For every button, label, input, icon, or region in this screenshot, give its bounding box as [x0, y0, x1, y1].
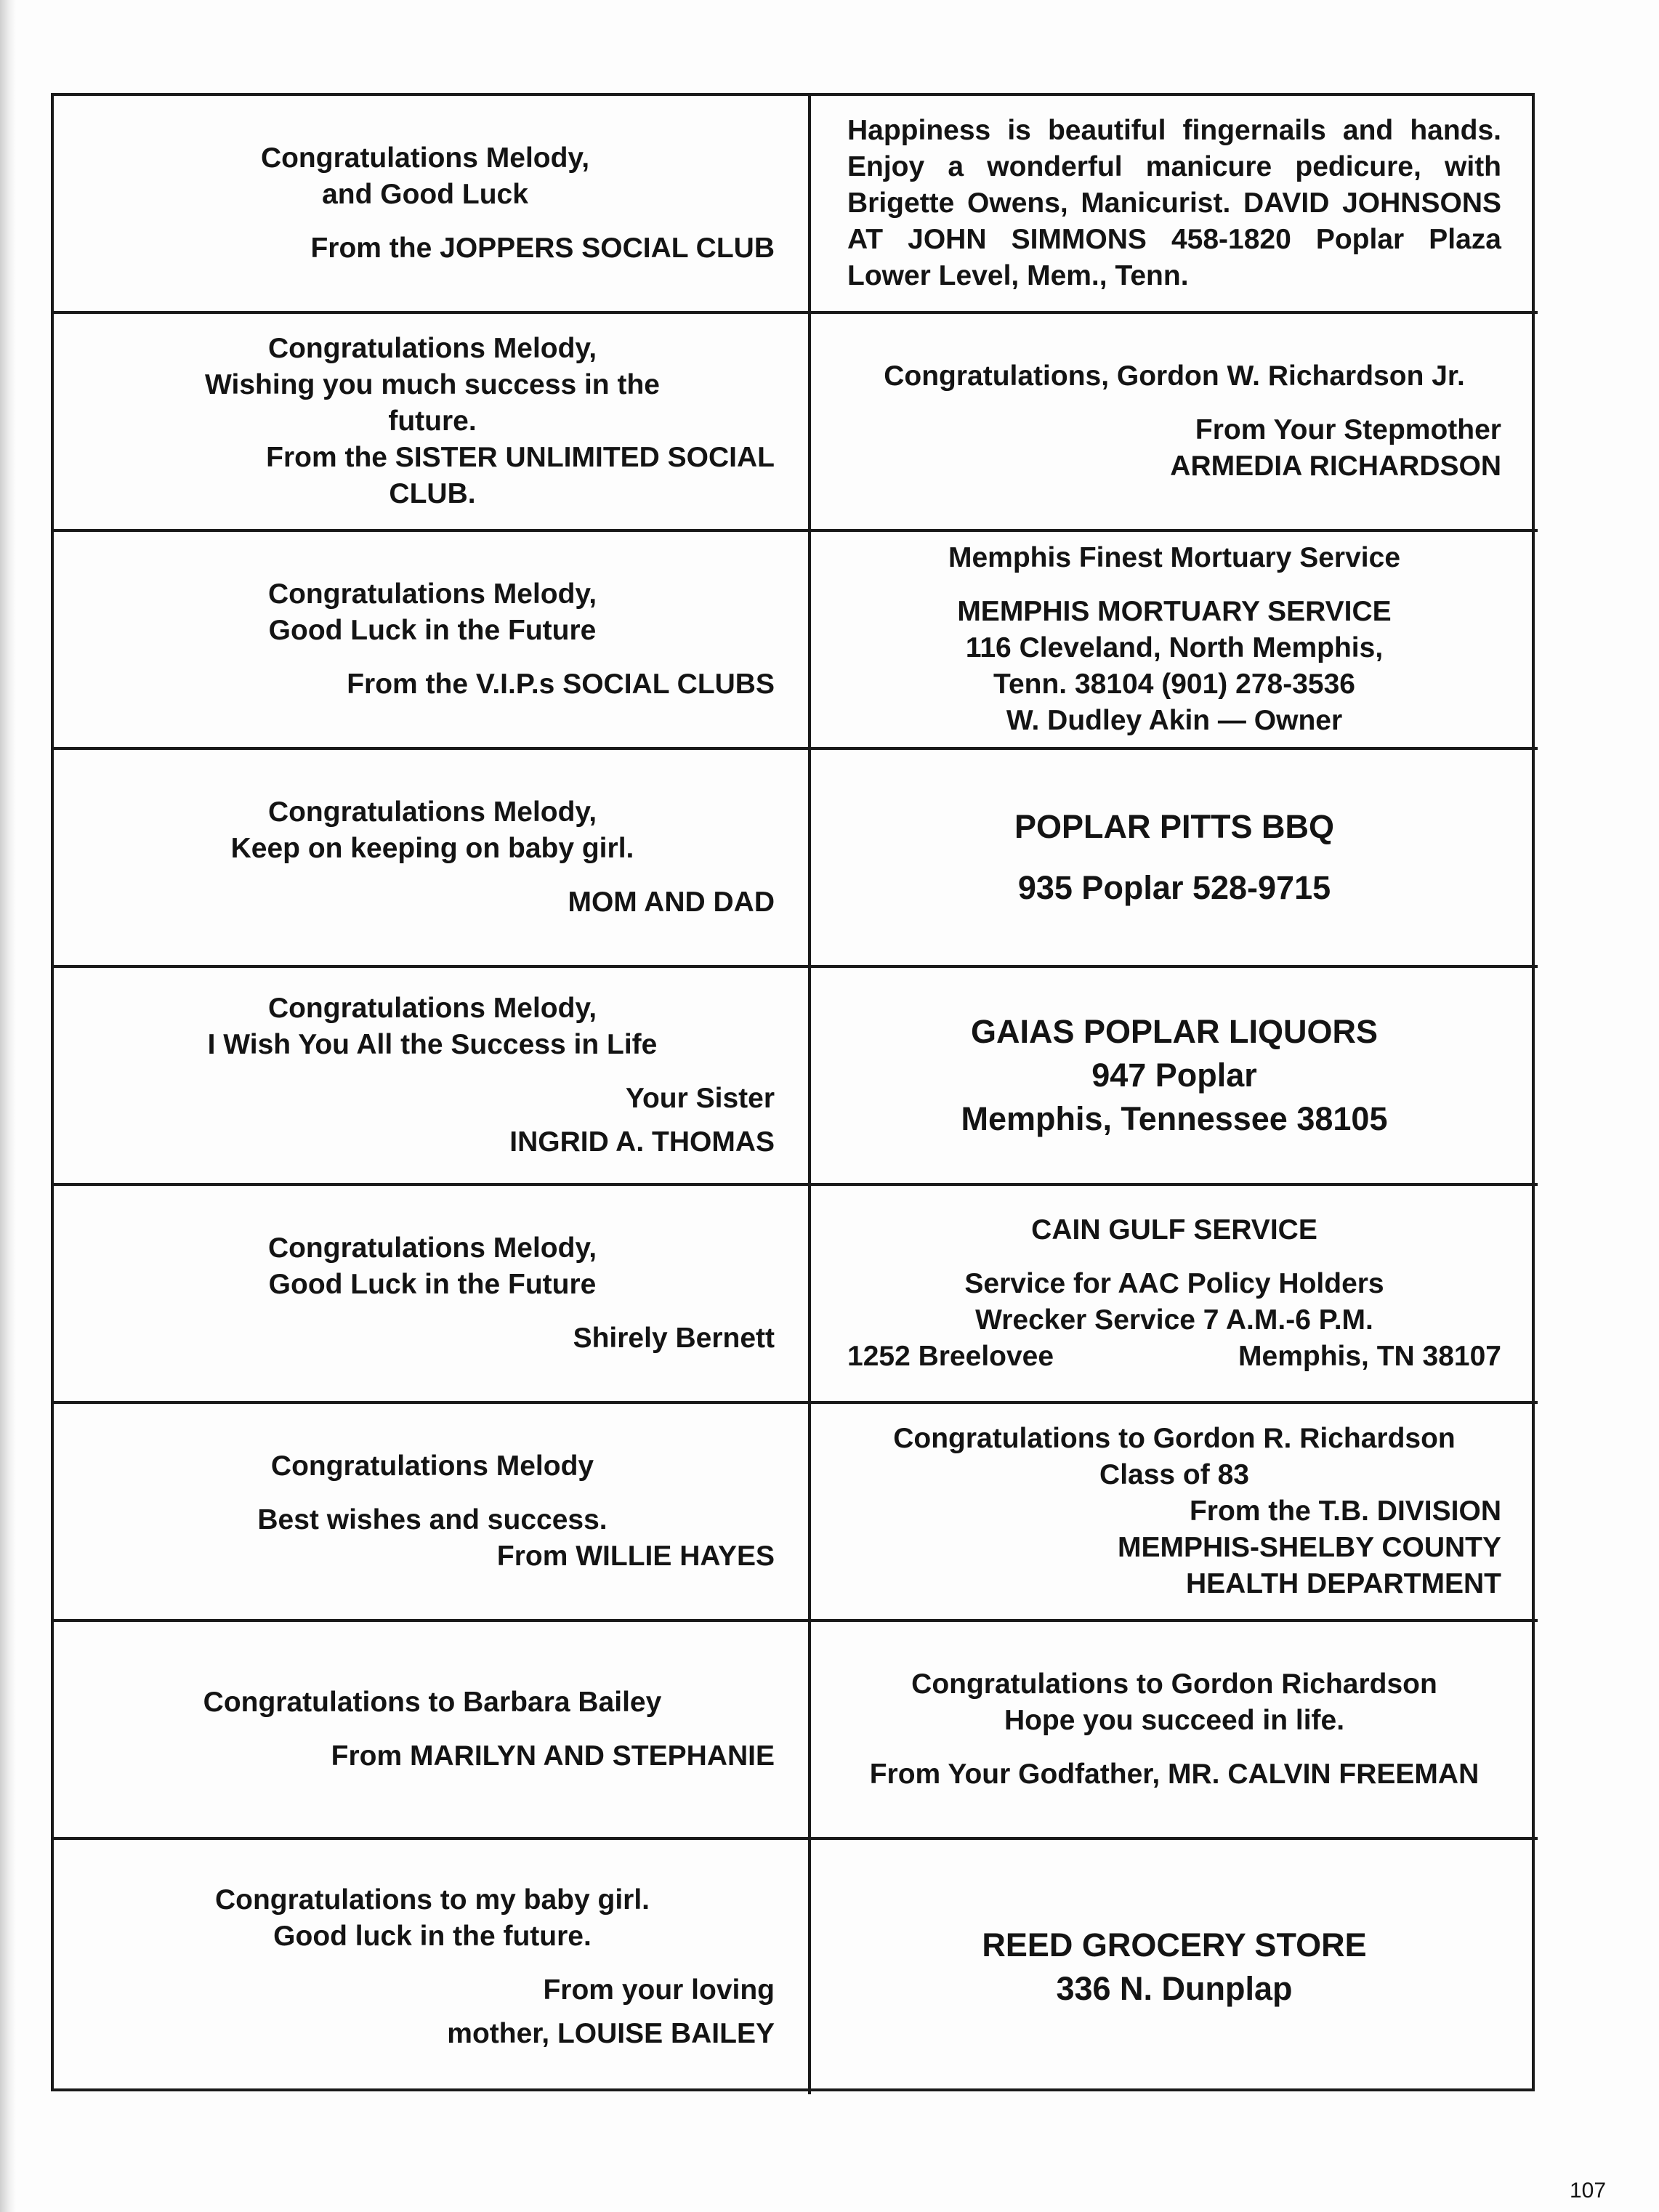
page-number: 107	[1570, 2179, 1607, 2203]
ad-line: Your Sister	[625, 1083, 775, 1114]
ad-louise-bailey	[54, 1840, 811, 2094]
ad-line: Congratulations Melody,	[260, 142, 590, 174]
ad-line: Congratulations Melody,	[267, 333, 597, 364]
ad-line: Tenn. 38104 (901) 278-3536	[993, 669, 1355, 700]
ad-manicurist	[811, 96, 1538, 314]
ad-reed-grocery-store	[811, 1840, 1538, 2094]
ad-poplar-pitts-bbq	[811, 750, 1538, 968]
ad-line: Hope you succeed in life.	[1004, 1705, 1345, 1736]
ad-line: ARMEDIA RICHARDSON	[1170, 451, 1501, 482]
ad-line: W. Dudley Akin — Owner	[1006, 705, 1343, 736]
ad-line: Congratulations to Gordon Richardson	[911, 1668, 1437, 1700]
ad-grid	[51, 93, 1535, 2091]
ad-line: Congratulations Melody,	[267, 796, 597, 828]
ad-line: Congratulations to Barbara Bailey	[203, 1687, 662, 1718]
ad-line: 935 Poplar 528-9715	[1017, 869, 1331, 906]
ad-line: From WILLIE HAYES	[496, 1541, 775, 1572]
ad-tb-division	[811, 1404, 1538, 1622]
ad-line: INGRID A. THOMAS	[509, 1126, 775, 1158]
ad-line: MEMPHIS-SHELBY COUNTY	[1118, 1532, 1501, 1563]
ad-street: 1252 Breelovee	[847, 1341, 1054, 1372]
ad-line: mother, LOUISE BAILEY	[447, 2018, 775, 2049]
ad-line: 116 Cleveland, North Memphis,	[965, 632, 1384, 663]
binding-edge	[0, 0, 16, 2212]
ad-city: Memphis, TN 38107	[1238, 1341, 1501, 1372]
ad-line: and Good Luck	[322, 179, 528, 210]
ad-line: HEALTH DEPARTMENT	[1185, 1568, 1501, 1599]
ad-line: Happiness is beautiful fingernails and hands. Enjoy a wonderful manicure pedicure, with Brigette Owens, Manicurist. DAVID JOHNSONS AT JOHN SIMMONS 458-1820 Poplar Plaza Lower Level, Mem., Tenn.	[847, 115, 1501, 291]
ad-ingrid-thomas	[54, 968, 811, 1186]
ad-line: MOM AND DAD	[568, 887, 775, 918]
ad-barbara-bailey	[54, 1622, 811, 1840]
ad-sister-unlimited	[54, 314, 811, 532]
ad-line: Congratulations Melody	[270, 1450, 594, 1482]
ad-line: From Your Stepmother	[1195, 414, 1501, 445]
ad-line: Congratulations Melody,	[267, 993, 597, 1024]
ad-line: POPLAR PITTS BBQ	[1014, 808, 1335, 845]
ad-line: From the SISTER UNLIMITED SOCIAL	[266, 442, 775, 473]
ad-line: Memphis Finest Mortuary Service	[948, 542, 1401, 573]
ad-line: Good Luck in the Future	[268, 1269, 597, 1300]
ad-line: Shirely Bernett	[573, 1323, 775, 1354]
ad-calvin-freeman	[811, 1622, 1538, 1840]
ad-cain-gulf-service	[811, 1186, 1538, 1404]
ad-line: 336 N. Dunplap	[1056, 1970, 1293, 2007]
ad-line: From the JOPPERS SOCIAL CLUB	[310, 233, 775, 264]
ad-line: 947 Poplar	[1091, 1057, 1257, 1094]
ad-line: Congratulations Melody,	[267, 1232, 597, 1264]
ad-line: From MARILYN AND STEPHANIE	[331, 1740, 775, 1772]
ad-memphis-mortuary	[811, 532, 1538, 750]
ad-gaias-poplar-liquors	[811, 968, 1538, 1186]
ad-line: Best wishes and success.	[257, 1504, 608, 1535]
ad-line: Wrecker Service 7 A.M.-6 P.M.	[975, 1304, 1373, 1336]
ad-line: Congratulations to my baby girl.	[214, 1884, 650, 1916]
ad-mom-and-dad	[54, 750, 811, 968]
ad-shirely-bernett	[54, 1186, 811, 1404]
ad-line: Wishing you much success in the	[205, 369, 660, 400]
ad-vips-social-clubs	[54, 532, 811, 750]
ad-line: Congratulations, Gordon W. Richardson Jr.	[884, 360, 1465, 392]
ad-line: From Your Godfather, MR. CALVIN FREEMAN	[869, 1759, 1480, 1790]
ad-line: Good Luck in the Future	[268, 615, 597, 646]
ad-line: GAIAS POPLAR LIQUORS	[970, 1013, 1379, 1050]
ad-stepmother	[811, 314, 1538, 532]
ad-line: Memphis, Tennessee 38105	[961, 1100, 1388, 1137]
ad-line: From the V.I.P.s SOCIAL CLUBS	[347, 669, 775, 700]
ad-line: Congratulations Melody,	[267, 578, 597, 610]
ad-line: future.	[388, 405, 477, 437]
ad-line: CLUB.	[389, 478, 476, 509]
ad-line: Keep on keeping on baby girl.	[230, 833, 634, 864]
ad-line: Service for AAC Policy Holders	[964, 1268, 1384, 1299]
ad-line: MEMPHIS MORTUARY SERVICE	[957, 596, 1392, 627]
ad-joppers-social-club	[54, 96, 811, 314]
ad-willie-hayes	[54, 1404, 811, 1622]
address-line	[847, 1339, 1501, 1375]
ad-line: I Wish You All the Success in Life	[207, 1029, 658, 1060]
ad-line: From the T.B. DIVISION	[1189, 1495, 1501, 1527]
ad-line: From your loving	[543, 1974, 775, 2006]
ad-line: Good luck in the future.	[273, 1921, 592, 1952]
ad-line: Congratulations to Gordon R. Richardson	[893, 1423, 1456, 1454]
ad-line: Class of 83	[1099, 1459, 1249, 1490]
ad-line: REED GROCERY STORE	[982, 1926, 1367, 1963]
ad-line: CAIN GULF SERVICE	[1031, 1214, 1317, 1246]
